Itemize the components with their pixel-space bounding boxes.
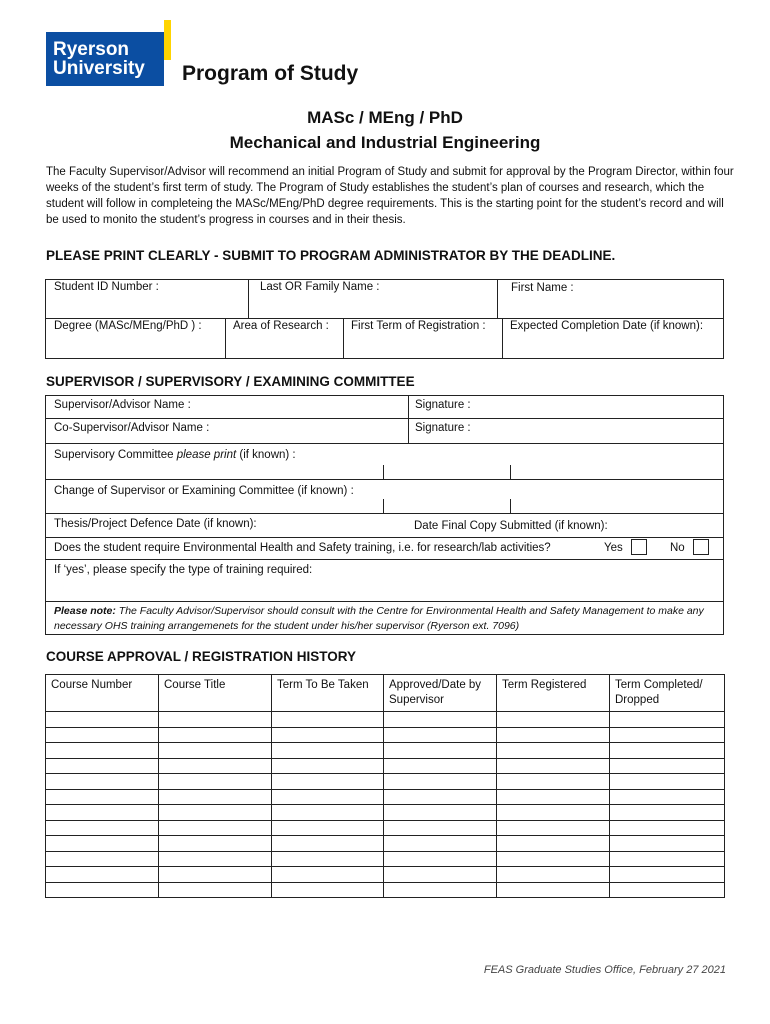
area-of-research-field[interactable]: Area of Research :: [233, 320, 329, 332]
degree-field[interactable]: Degree (MASc/MEng/PhD ) :: [54, 320, 202, 332]
table-cell[interactable]: [497, 867, 610, 883]
table-cell[interactable]: [384, 727, 497, 743]
table-cell[interactable]: [272, 882, 384, 898]
table-cell[interactable]: [46, 851, 159, 867]
divider: [383, 465, 384, 479]
course-history-heading: COURSE APPROVAL / REGISTRATION HISTORY: [46, 649, 357, 664]
table-cell[interactable]: [272, 867, 384, 883]
table-row: [46, 820, 725, 836]
note-text: The Faculty Advisor/Supervisor should consult with the Centre for Environmental Health and Safety Management to make any necessary OHS training arrangemenets for the student under his/her supervisor (Ryerson ext. 7096): [54, 605, 704, 632]
table-cell[interactable]: [610, 820, 725, 836]
column-header-course-title: Course Title: [159, 675, 272, 712]
table-row: [46, 882, 725, 898]
table-row: [46, 851, 725, 867]
table-cell[interactable]: [159, 758, 272, 774]
table-cell[interactable]: [272, 805, 384, 821]
course-table-header: [46, 675, 725, 712]
column-header-term-to-be-taken: Term To Be Taken: [272, 675, 384, 712]
table-cell[interactable]: [159, 727, 272, 743]
table-cell[interactable]: [46, 820, 159, 836]
student-info-divider: [45, 318, 724, 319]
table-cell[interactable]: [159, 820, 272, 836]
divider: [45, 601, 724, 602]
divider: [248, 279, 249, 318]
table-cell[interactable]: [159, 867, 272, 883]
no-checkbox[interactable]: [693, 539, 709, 555]
table-cell[interactable]: [159, 805, 272, 821]
table-cell[interactable]: [384, 712, 497, 728]
table-cell[interactable]: [610, 789, 725, 805]
table-row: [46, 836, 725, 852]
table-cell[interactable]: [610, 758, 725, 774]
first-term-field[interactable]: First Term of Registration :: [351, 320, 486, 332]
course-table-body: [46, 712, 725, 898]
supervisor-name-field[interactable]: Supervisor/Advisor Name :: [54, 399, 191, 411]
student-id-field[interactable]: Student ID Number :: [54, 281, 159, 293]
ryerson-logo: [46, 20, 170, 86]
table-cell[interactable]: [610, 867, 725, 883]
committee-heading: SUPERVISOR / SUPERVISORY / EXAMINING COMMITTEE: [46, 374, 415, 389]
logo-line-1: Ryerson: [53, 39, 130, 60]
divider: [225, 318, 226, 359]
table-cell[interactable]: [384, 836, 497, 852]
divider: [502, 318, 503, 359]
table-cell[interactable]: [610, 851, 725, 867]
table-cell[interactable]: [610, 743, 725, 759]
yes-checkbox[interactable]: [631, 539, 647, 555]
divider: [408, 395, 409, 443]
table-cell[interactable]: [159, 836, 272, 852]
table-cell[interactable]: [159, 743, 272, 759]
table-row: [46, 712, 725, 728]
supervisor-signature-field[interactable]: Signature :: [415, 399, 471, 411]
table-cell[interactable]: [272, 851, 384, 867]
table-cell[interactable]: [384, 789, 497, 805]
table-cell[interactable]: [497, 851, 610, 867]
table-cell[interactable]: [610, 805, 725, 821]
table-cell[interactable]: [46, 805, 159, 821]
divider: [45, 559, 724, 560]
table-cell[interactable]: [272, 820, 384, 836]
table-row: [46, 805, 725, 821]
course-table: [45, 674, 725, 898]
table-cell[interactable]: [384, 758, 497, 774]
committee-label-suffix: (if known) :: [236, 449, 296, 461]
table-cell[interactable]: [610, 836, 725, 852]
training-type-field[interactable]: If ‘yes’, please specify the type of training required:: [54, 564, 313, 576]
column-header-term-registered: Term Registered: [497, 675, 610, 712]
table-cell[interactable]: [497, 820, 610, 836]
supervisory-committee-field[interactable]: [54, 449, 296, 461]
table-cell[interactable]: [384, 774, 497, 790]
table-row: [46, 743, 725, 759]
table-cell[interactable]: [159, 851, 272, 867]
logo-line-2: University: [53, 58, 145, 79]
table-cell[interactable]: [46, 867, 159, 883]
table-cell[interactable]: [272, 836, 384, 852]
divider: [45, 537, 724, 538]
completion-date-field[interactable]: Expected Completion Date (if known):: [510, 320, 704, 332]
table-cell[interactable]: [497, 836, 610, 852]
divider: [45, 513, 724, 514]
table-row: [46, 727, 725, 743]
table-cell[interactable]: [46, 774, 159, 790]
table-cell[interactable]: [497, 774, 610, 790]
first-name-field[interactable]: First Name :: [511, 282, 574, 294]
table-cell[interactable]: [497, 727, 610, 743]
divider: [497, 279, 498, 318]
divider: [45, 418, 724, 419]
table-cell[interactable]: [497, 712, 610, 728]
change-of-supervisor-field[interactable]: Change of Supervisor or Examining Committee (if known) :: [54, 485, 354, 497]
co-supervisor-name-field[interactable]: Co-Supervisor/Advisor Name :: [54, 422, 210, 434]
divider: [510, 499, 511, 513]
intro-paragraph: The Faculty Supervisor/Advisor will recommend an initial Program of Study and submit for approval by the Program Director, within four weeks of the student’s first term of study. The Program of Study establishes the student’s plan of courses and research, which the student will follow in completeing the MASc/MEng/PhD degree requirements. This is the starting point for the student’s record and will be used to monito the student’s progress in courses and in their thesis.: [46, 166, 734, 226]
table-cell[interactable]: [384, 867, 497, 883]
table-cell[interactable]: [272, 743, 384, 759]
table-cell[interactable]: [46, 712, 159, 728]
table-cell[interactable]: [497, 758, 610, 774]
table-cell[interactable]: [46, 789, 159, 805]
table-row: [46, 789, 725, 805]
table-cell[interactable]: [272, 774, 384, 790]
table-cell[interactable]: [272, 789, 384, 805]
table-cell[interactable]: [497, 805, 610, 821]
divider: [45, 479, 724, 480]
table-row: [46, 867, 725, 883]
divider: [343, 318, 344, 359]
table-cell[interactable]: [272, 727, 384, 743]
table-cell[interactable]: [384, 820, 497, 836]
document-title: Program of Study: [182, 62, 359, 85]
footer-office-date: FEAS Graduate Studies Office, February 27 2021: [483, 964, 726, 976]
table-row: [46, 758, 725, 774]
table-cell[interactable]: [159, 789, 272, 805]
table-cell[interactable]: [384, 851, 497, 867]
table-cell[interactable]: [272, 758, 384, 774]
table-cell[interactable]: [46, 758, 159, 774]
print-clearly-heading: PLEASE PRINT CLEARLY - SUBMIT TO PROGRAM ADMINISTRATOR BY THE DEADLINE.: [46, 248, 616, 263]
co-supervisor-signature-field[interactable]: Signature :: [415, 422, 471, 434]
last-name-field[interactable]: Last OR Family Name :: [260, 281, 380, 293]
ehs-training-question: Does the student require Environmental Health and Safety training, i.e. for research/lab activities?: [54, 542, 551, 554]
degree-subtitle: MASc / MEng / PhD: [307, 108, 463, 127]
table-cell[interactable]: [497, 743, 610, 759]
table-cell[interactable]: [272, 712, 384, 728]
defence-date-field[interactable]: Thesis/Project Defence Date (if known):: [54, 518, 257, 530]
table-row: [46, 774, 725, 790]
divider: [510, 465, 511, 479]
logo-yellow-bar: [164, 20, 171, 60]
column-header-course-number: Course Number: [46, 675, 159, 712]
table-cell[interactable]: [610, 712, 725, 728]
table-cell[interactable]: [159, 882, 272, 898]
note-label: Please note:: [54, 605, 116, 617]
table-cell[interactable]: [46, 727, 159, 743]
table-cell[interactable]: [610, 882, 725, 898]
department-subtitle: Mechanical and Industrial Engineering: [229, 133, 541, 152]
table-cell[interactable]: [384, 882, 497, 898]
table-cell[interactable]: [497, 882, 610, 898]
no-label: No: [670, 542, 685, 554]
table-cell[interactable]: [497, 789, 610, 805]
table-cell[interactable]: [610, 727, 725, 743]
table-cell[interactable]: [384, 805, 497, 821]
committee-label-prefix: Supervisory Committee: [54, 449, 177, 461]
table-cell[interactable]: [159, 712, 272, 728]
final-copy-date-field[interactable]: Date Final Copy Submitted (if known):: [414, 520, 608, 532]
table-cell[interactable]: [384, 743, 497, 759]
table-cell[interactable]: [46, 743, 159, 759]
column-header-approved-date: Approved/Date by Supervisor: [384, 675, 497, 712]
table-cell[interactable]: [610, 774, 725, 790]
ohs-note: [54, 604, 714, 634]
table-cell[interactable]: [46, 882, 159, 898]
committee-label-italic: please print: [176, 449, 237, 461]
table-cell[interactable]: [159, 774, 272, 790]
table-cell[interactable]: [46, 836, 159, 852]
divider: [383, 499, 384, 513]
yes-label: Yes: [604, 542, 623, 554]
divider: [45, 443, 724, 444]
column-header-term-completed: Term Completed/ Dropped: [610, 675, 725, 712]
